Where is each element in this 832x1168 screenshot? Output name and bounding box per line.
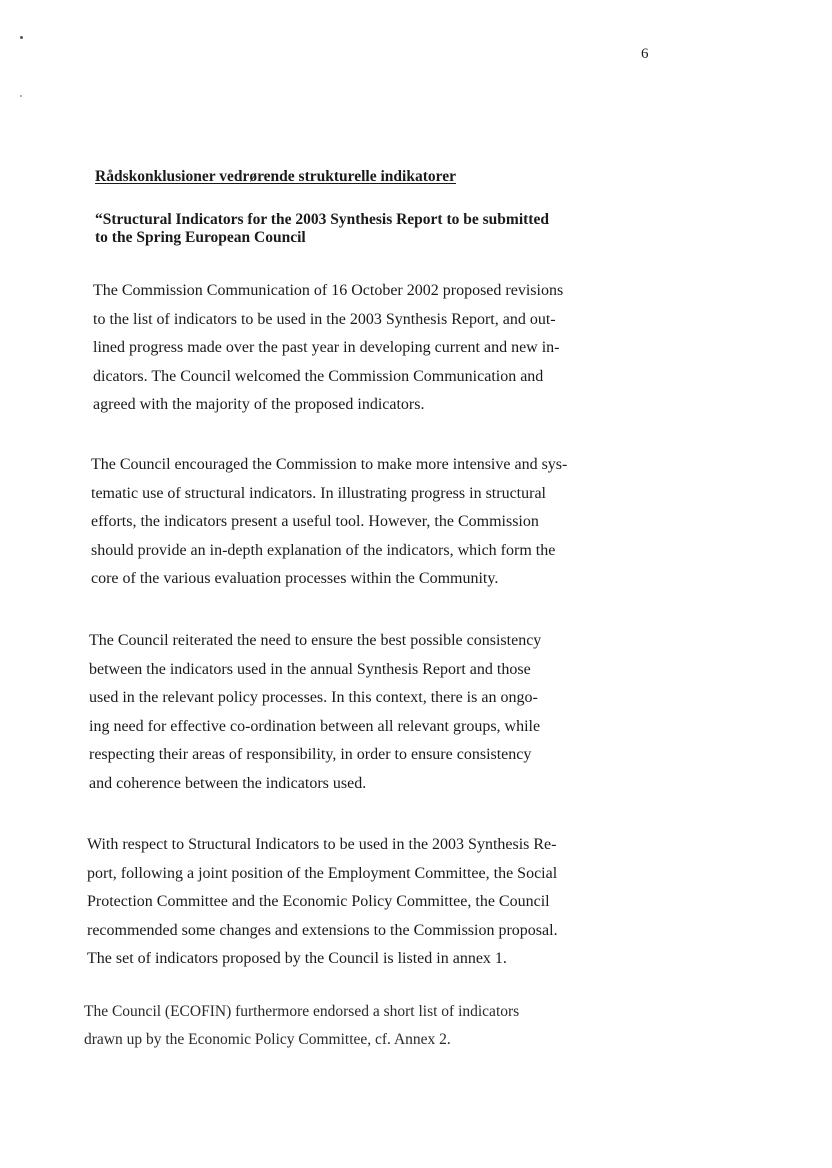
text-line: The set of indicators proposed by the Council is listed in annex 1. (87, 950, 507, 967)
text-line: efforts, the indicators present a useful tool. However, the Commission (91, 513, 539, 530)
paragraph-4 (87, 831, 558, 974)
text-line: recommended some changes and extensions to the Commission proposal. (87, 921, 558, 939)
text-line: lined progress made over the past year in developing current and new in- (93, 339, 560, 356)
text-line: between the indicators used in the annual Synthesis Report and those (89, 660, 531, 678)
text-line: Protection Committee and the Economic Policy Committee, the Council (87, 893, 550, 910)
paragraph-3 (89, 627, 541, 798)
paragraph-2 (91, 451, 567, 594)
text-line: The Commission Communication of 16 October 2002 proposed revisions (93, 282, 564, 299)
text-line: With respect to Structural Indicators to be used in the 2003 Synthesis Re- (87, 836, 557, 853)
page-number: 6 (641, 46, 649, 62)
text-line: core of the various evaluation processes within the Community. (91, 570, 499, 587)
text-line: port, following a joint position of the Employment Committee, the Social (87, 864, 558, 882)
paragraph-5 (84, 998, 519, 1054)
text-line: ing need for effective co-ordination between all relevant groups, while (89, 717, 541, 735)
text-line: used in the relevant policy processes. In this context, there is an ongo- (89, 689, 538, 706)
text-line: dicators. The Council welcomed the Commission Communication and (93, 367, 544, 385)
scan-speck (20, 95, 22, 97)
scan-speck (20, 36, 23, 39)
document-subheading (95, 211, 655, 247)
text-line: drawn up by the Economic Policy Committee, cf. Annex 2. (84, 1031, 451, 1048)
text-line: should provide an in-depth explanation of the indicators, which form the (91, 541, 556, 559)
text-line: and coherence between the indicators used. (89, 774, 367, 792)
subheading-line: to the Spring European Council (95, 229, 306, 246)
text-line: The Council reiterated the need to ensure the best possible consistency (89, 632, 542, 649)
document-heading: Rådskonklusioner vedrørende strukturelle indikatorer (95, 168, 456, 185)
text-line: respecting their areas of responsibility, in order to ensure consistency (89, 746, 532, 763)
text-line: tematic use of structural indicators. In illustrating progress in structural (91, 484, 546, 502)
text-line: The Council encouraged the Commission to make more intensive and sys- (91, 456, 568, 473)
text-line: agreed with the majority of the proposed indicators. (93, 396, 425, 413)
paragraph-1 (93, 277, 563, 420)
text-line: The Council (ECOFIN) furthermore endorsed a short list of indicators (84, 1003, 520, 1020)
subheading-line: “Structural Indicators for the 2003 Synthesis Report to be submitted (95, 211, 549, 228)
text-line: to the list of indicators to be used in the 2003 Synthesis Report, and out- (93, 310, 556, 328)
